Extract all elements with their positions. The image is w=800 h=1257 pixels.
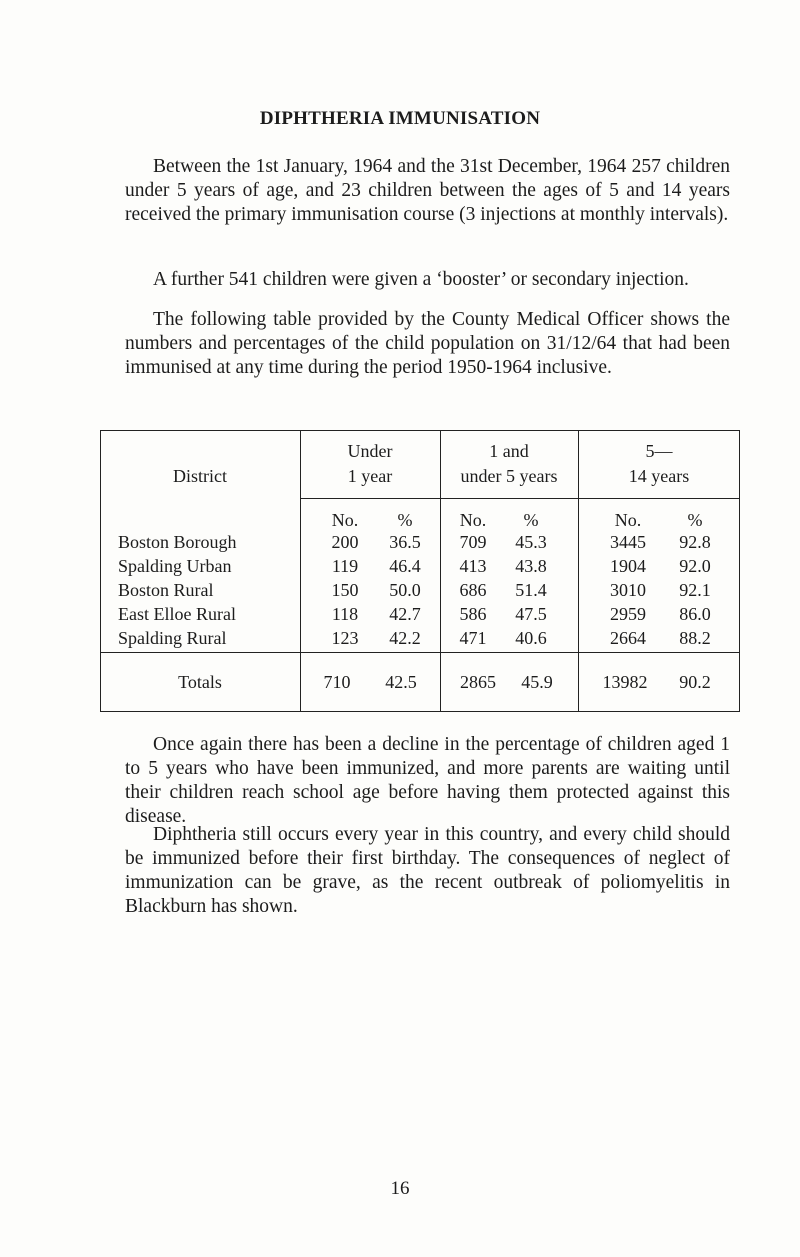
- table-row-district: Spalding Urban: [118, 556, 232, 576]
- district-header: District: [173, 466, 227, 486]
- page-title: DIPHTHERIA IMMUNISATION: [259, 108, 541, 129]
- table-cell: 2959: [610, 604, 646, 624]
- subheader-no: No.: [614, 510, 642, 530]
- table-cell: 2664: [610, 628, 646, 648]
- table-cell: 50.0: [389, 580, 421, 600]
- table-cell: 51.4: [515, 580, 547, 600]
- totals-cell: 710: [323, 672, 351, 692]
- table-row-district: East Elloe Rural: [118, 604, 236, 624]
- immunisation-table: [100, 430, 740, 712]
- totals-divider-rule: [100, 652, 740, 653]
- paragraph-decline: Once again there has been a decline in the percentage of children aged 1 to 5 years who have been immunized, and more parents are waiting until their children reach school age before having them protected against this disease.: [125, 734, 730, 827]
- group-header-1-to-5-line1: 1 and: [489, 441, 529, 461]
- totals-cell: 13982: [602, 672, 648, 692]
- subheader-pct: %: [523, 510, 539, 530]
- group-header-under-1-line2: 1 year: [347, 466, 393, 486]
- totals-cell: 45.9: [521, 672, 553, 692]
- table-cell: 43.8: [515, 556, 547, 576]
- table-row-district: Boston Borough: [118, 532, 237, 552]
- totals-cell: 90.2: [679, 672, 711, 692]
- table-cell: 471: [459, 628, 487, 648]
- table-cell: 3010: [610, 580, 646, 600]
- table-cell: 45.3: [515, 532, 547, 552]
- subheader-no: No.: [459, 510, 487, 530]
- subheader-no: No.: [331, 510, 359, 530]
- totals-label: Totals: [178, 672, 222, 692]
- subheader-pct: %: [397, 510, 413, 530]
- paragraph-booster: A further 541 children were given a ‘booster’ or secondary injection.: [153, 269, 689, 290]
- table-cell: 1904: [610, 556, 646, 576]
- table-cell: 42.2: [389, 628, 421, 648]
- table-cell: 686: [459, 580, 487, 600]
- table-cell: 92.8: [679, 532, 711, 552]
- table-cell: 586: [459, 604, 487, 624]
- table-cell: 42.7: [389, 604, 421, 624]
- table-cell: 46.4: [389, 556, 421, 576]
- table-cell: 86.0: [679, 604, 711, 624]
- table-cell: 92.0: [679, 556, 711, 576]
- table-cell: 413: [459, 556, 487, 576]
- subheader-pct: %: [687, 510, 703, 530]
- group-header-under-1-line1: Under: [347, 441, 393, 461]
- table-row-district: Boston Rural: [118, 580, 214, 600]
- group-header-5-to-14-line1: 5—: [645, 441, 673, 461]
- table-cell: 3445: [610, 532, 646, 552]
- table-cell: 92.1: [679, 580, 711, 600]
- paragraph-diphtheria-occurs: Diphtheria still occurs every year in this country, and every child should be immunized before their first birthday. The consequences of neglect of immunization can be grave, as the recent outbreak of poliomyelitis in Blackburn has shown.: [125, 824, 730, 917]
- table-cell: 40.6: [515, 628, 547, 648]
- table-cell: 123: [331, 628, 359, 648]
- table-cell: 150: [331, 580, 359, 600]
- table-cell: 36.5: [389, 532, 421, 552]
- totals-cell: 2865: [460, 672, 496, 692]
- paragraph-table-intro: The following table provided by the County Medical Officer shows the numbers and percentages of the child population on 31/12/64 that had been immunised at any time during the period 1950-1964 inclusive.: [125, 309, 730, 378]
- page-number: 16: [390, 1178, 410, 1199]
- table-cell: 709: [459, 532, 487, 552]
- table-cell: 88.2: [679, 628, 711, 648]
- paragraph-primary-immunisation: Between the 1st January, 1964 and the 31st December, 1964 257 children under 5 years of age, and 23 children between the ages of 5 and 14 years received the primary immunisation course (3 injections at monthly intervals).: [125, 156, 730, 225]
- table-cell: 47.5: [515, 604, 547, 624]
- group-header-5-to-14-line2: 14 years: [628, 466, 690, 486]
- group-header-1-to-5-line2: under 5 years: [460, 466, 558, 486]
- table-top-rule: [100, 430, 740, 431]
- table-cell: 118: [331, 604, 359, 624]
- totals-cell: 42.5: [385, 672, 417, 692]
- table-cell: 200: [331, 532, 359, 552]
- table-bottom-rule: [100, 711, 740, 712]
- table-cell: 119: [331, 556, 359, 576]
- table-row-district: Spalding Rural: [118, 628, 227, 648]
- header-divider-rule: [300, 498, 740, 499]
